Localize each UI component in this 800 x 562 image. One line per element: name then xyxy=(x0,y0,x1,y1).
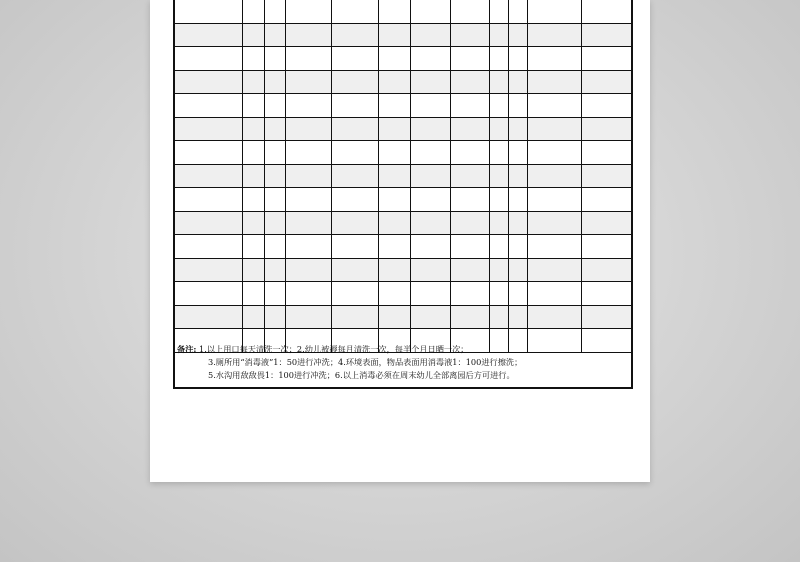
table-cell xyxy=(285,47,331,71)
table-cell xyxy=(581,282,631,306)
table-cell xyxy=(450,117,489,141)
table-row xyxy=(175,258,631,282)
table-cell xyxy=(264,47,285,71)
table-cell xyxy=(331,47,378,71)
table-cell xyxy=(331,282,378,306)
table-cell xyxy=(489,211,508,235)
table-cell xyxy=(489,258,508,282)
table-cell xyxy=(508,141,527,165)
table-cell xyxy=(410,70,450,94)
table-cell xyxy=(264,164,285,188)
table-cell xyxy=(175,164,242,188)
table-cell xyxy=(527,211,581,235)
table-cell xyxy=(581,94,631,118)
table-cell xyxy=(378,211,410,235)
table-cell xyxy=(508,23,527,47)
table-cell xyxy=(489,94,508,118)
table-cell xyxy=(450,211,489,235)
table-row xyxy=(175,70,631,94)
table-cell xyxy=(581,211,631,235)
table-cell xyxy=(450,23,489,47)
table-cell xyxy=(410,94,450,118)
table-cell xyxy=(450,282,489,306)
table-cell xyxy=(378,141,410,165)
table-cell xyxy=(264,235,285,259)
table-row xyxy=(175,94,631,118)
table-cell xyxy=(285,235,331,259)
table-row xyxy=(175,211,631,235)
table-cell xyxy=(175,23,242,47)
table-cell xyxy=(242,141,264,165)
table-cell xyxy=(242,70,264,94)
table-cell xyxy=(489,164,508,188)
table-cell xyxy=(285,258,331,282)
table-row xyxy=(175,117,631,141)
table-cell xyxy=(285,70,331,94)
table-cell xyxy=(527,117,581,141)
table-cell xyxy=(581,23,631,47)
table-cell xyxy=(581,164,631,188)
table-cell xyxy=(450,305,489,329)
table-cell xyxy=(378,164,410,188)
table-cell xyxy=(581,70,631,94)
table-cell xyxy=(285,188,331,212)
table-cell xyxy=(175,117,242,141)
table-cell xyxy=(264,188,285,212)
table-cell xyxy=(264,117,285,141)
notes-line-1 xyxy=(177,343,633,356)
table-cell xyxy=(378,70,410,94)
table-cell xyxy=(489,47,508,71)
table-cell xyxy=(242,258,264,282)
table-cell xyxy=(410,164,450,188)
hygiene-record-form xyxy=(173,0,633,389)
table-cell xyxy=(378,258,410,282)
table-cell xyxy=(489,141,508,165)
table-cell xyxy=(264,141,285,165)
table-cell xyxy=(285,164,331,188)
notes-label: 备注: xyxy=(177,344,197,354)
table-row xyxy=(175,141,631,165)
table-cell xyxy=(378,188,410,212)
table-cell xyxy=(264,211,285,235)
table-cell xyxy=(175,47,242,71)
table-cell xyxy=(450,164,489,188)
table-cell xyxy=(175,305,242,329)
table-cell xyxy=(175,211,242,235)
table-cell xyxy=(378,305,410,329)
table-cell xyxy=(527,235,581,259)
table-cell xyxy=(489,23,508,47)
table-cell xyxy=(175,188,242,212)
table-cell xyxy=(242,235,264,259)
table-cell xyxy=(410,258,450,282)
notes-section xyxy=(175,343,633,382)
table-cell xyxy=(264,70,285,94)
table-cell xyxy=(175,70,242,94)
table-cell xyxy=(581,188,631,212)
table-cell xyxy=(581,0,631,23)
table-cell xyxy=(285,94,331,118)
table-cell xyxy=(508,70,527,94)
table-cell xyxy=(489,188,508,212)
table-row xyxy=(175,47,631,71)
table-cell xyxy=(175,258,242,282)
table-row xyxy=(175,164,631,188)
table-cell xyxy=(508,282,527,306)
table-row xyxy=(175,235,631,259)
table-cell xyxy=(450,94,489,118)
table-cell xyxy=(285,23,331,47)
table-cell xyxy=(242,0,264,23)
table-cell xyxy=(175,94,242,118)
table-cell xyxy=(242,305,264,329)
table-cell xyxy=(331,258,378,282)
table-row xyxy=(175,305,631,329)
table-cell xyxy=(489,70,508,94)
table-cell xyxy=(242,211,264,235)
table-cell xyxy=(508,94,527,118)
table-cell xyxy=(527,188,581,212)
table-cell xyxy=(450,47,489,71)
table-cell xyxy=(378,235,410,259)
notes-line-3: 5.水沟用敌敌畏1：100进行冲洗；6.以上消毒必须在周末幼儿全部离园后方可进行。 xyxy=(208,370,515,380)
table-cell xyxy=(450,258,489,282)
table-cell xyxy=(527,94,581,118)
table-cell xyxy=(527,23,581,47)
table-cell xyxy=(331,211,378,235)
notes-line-2: 3.厕所用“消毒液”1：50进行冲洗；4.环境表面，物品表面用消毒液1：100进行擦洗； xyxy=(208,357,523,367)
table-cell xyxy=(410,117,450,141)
table-cell xyxy=(581,47,631,71)
table-cell xyxy=(410,0,450,23)
table-cell xyxy=(285,141,331,165)
table-cell xyxy=(410,282,450,306)
table-row xyxy=(175,23,631,47)
table-cell xyxy=(527,258,581,282)
table-cell xyxy=(264,258,285,282)
table-cell xyxy=(242,188,264,212)
table-cell xyxy=(378,117,410,141)
table-cell xyxy=(508,47,527,71)
table-cell xyxy=(264,305,285,329)
table-cell xyxy=(410,188,450,212)
table-cell xyxy=(285,211,331,235)
table-cell xyxy=(450,235,489,259)
table-cell xyxy=(175,235,242,259)
table-cell xyxy=(527,0,581,23)
table-cell xyxy=(508,0,527,23)
table-cell xyxy=(285,282,331,306)
table-cell xyxy=(242,282,264,306)
table-cell xyxy=(264,23,285,47)
table-cell xyxy=(242,164,264,188)
table-cell xyxy=(378,282,410,306)
table-cell xyxy=(331,235,378,259)
table-cell xyxy=(285,305,331,329)
table-cell xyxy=(581,305,631,329)
table-cell xyxy=(527,164,581,188)
table-cell xyxy=(285,0,331,23)
table-cell xyxy=(581,117,631,141)
table-cell xyxy=(242,117,264,141)
table-cell xyxy=(264,0,285,23)
table-cell xyxy=(489,235,508,259)
table-cell xyxy=(489,305,508,329)
table-cell xyxy=(508,305,527,329)
table-cell xyxy=(508,188,527,212)
table-cell xyxy=(581,141,631,165)
table-cell xyxy=(378,94,410,118)
table-cell xyxy=(410,141,450,165)
table-cell xyxy=(242,94,264,118)
table-cell xyxy=(331,141,378,165)
table-cell xyxy=(242,23,264,47)
table-cell xyxy=(331,117,378,141)
table-cell xyxy=(508,117,527,141)
table-cell xyxy=(489,0,508,23)
table-row xyxy=(175,188,631,212)
table-cell xyxy=(450,141,489,165)
record-table xyxy=(175,0,631,353)
table-cell xyxy=(450,0,489,23)
table-row xyxy=(175,282,631,306)
table-cell xyxy=(331,305,378,329)
table-cell xyxy=(410,23,450,47)
table-cell xyxy=(581,258,631,282)
table-cell xyxy=(331,94,378,118)
table-cell xyxy=(527,141,581,165)
table-cell xyxy=(527,70,581,94)
table-cell xyxy=(410,235,450,259)
table-cell xyxy=(489,117,508,141)
table-cell xyxy=(410,305,450,329)
notes-text-1: 1.以上用口每天清洗一次；2.幼儿被褥每月清洗一次，每半个月日晒一次； xyxy=(199,344,469,354)
table-cell xyxy=(264,282,285,306)
table-cell xyxy=(175,282,242,306)
table-cell xyxy=(489,282,508,306)
table-cell xyxy=(242,47,264,71)
table-cell xyxy=(378,23,410,47)
table-cell xyxy=(331,164,378,188)
table-cell xyxy=(378,0,410,23)
table-cell xyxy=(508,258,527,282)
table-cell xyxy=(285,117,331,141)
table-cell xyxy=(331,70,378,94)
table-cell xyxy=(264,94,285,118)
table-cell xyxy=(508,211,527,235)
table-cell xyxy=(175,141,242,165)
table-cell xyxy=(508,235,527,259)
table-cell xyxy=(527,47,581,71)
table-cell xyxy=(527,305,581,329)
table-cell xyxy=(450,188,489,212)
table-cell xyxy=(331,23,378,47)
table-cell xyxy=(508,164,527,188)
table-cell xyxy=(410,47,450,71)
table-cell xyxy=(378,47,410,71)
table-cell xyxy=(410,211,450,235)
table-cell xyxy=(527,282,581,306)
table-cell xyxy=(581,235,631,259)
table-cell xyxy=(331,188,378,212)
table-cell xyxy=(331,0,378,23)
table-cell xyxy=(450,70,489,94)
table-cell xyxy=(175,0,242,23)
table-row xyxy=(175,0,631,23)
